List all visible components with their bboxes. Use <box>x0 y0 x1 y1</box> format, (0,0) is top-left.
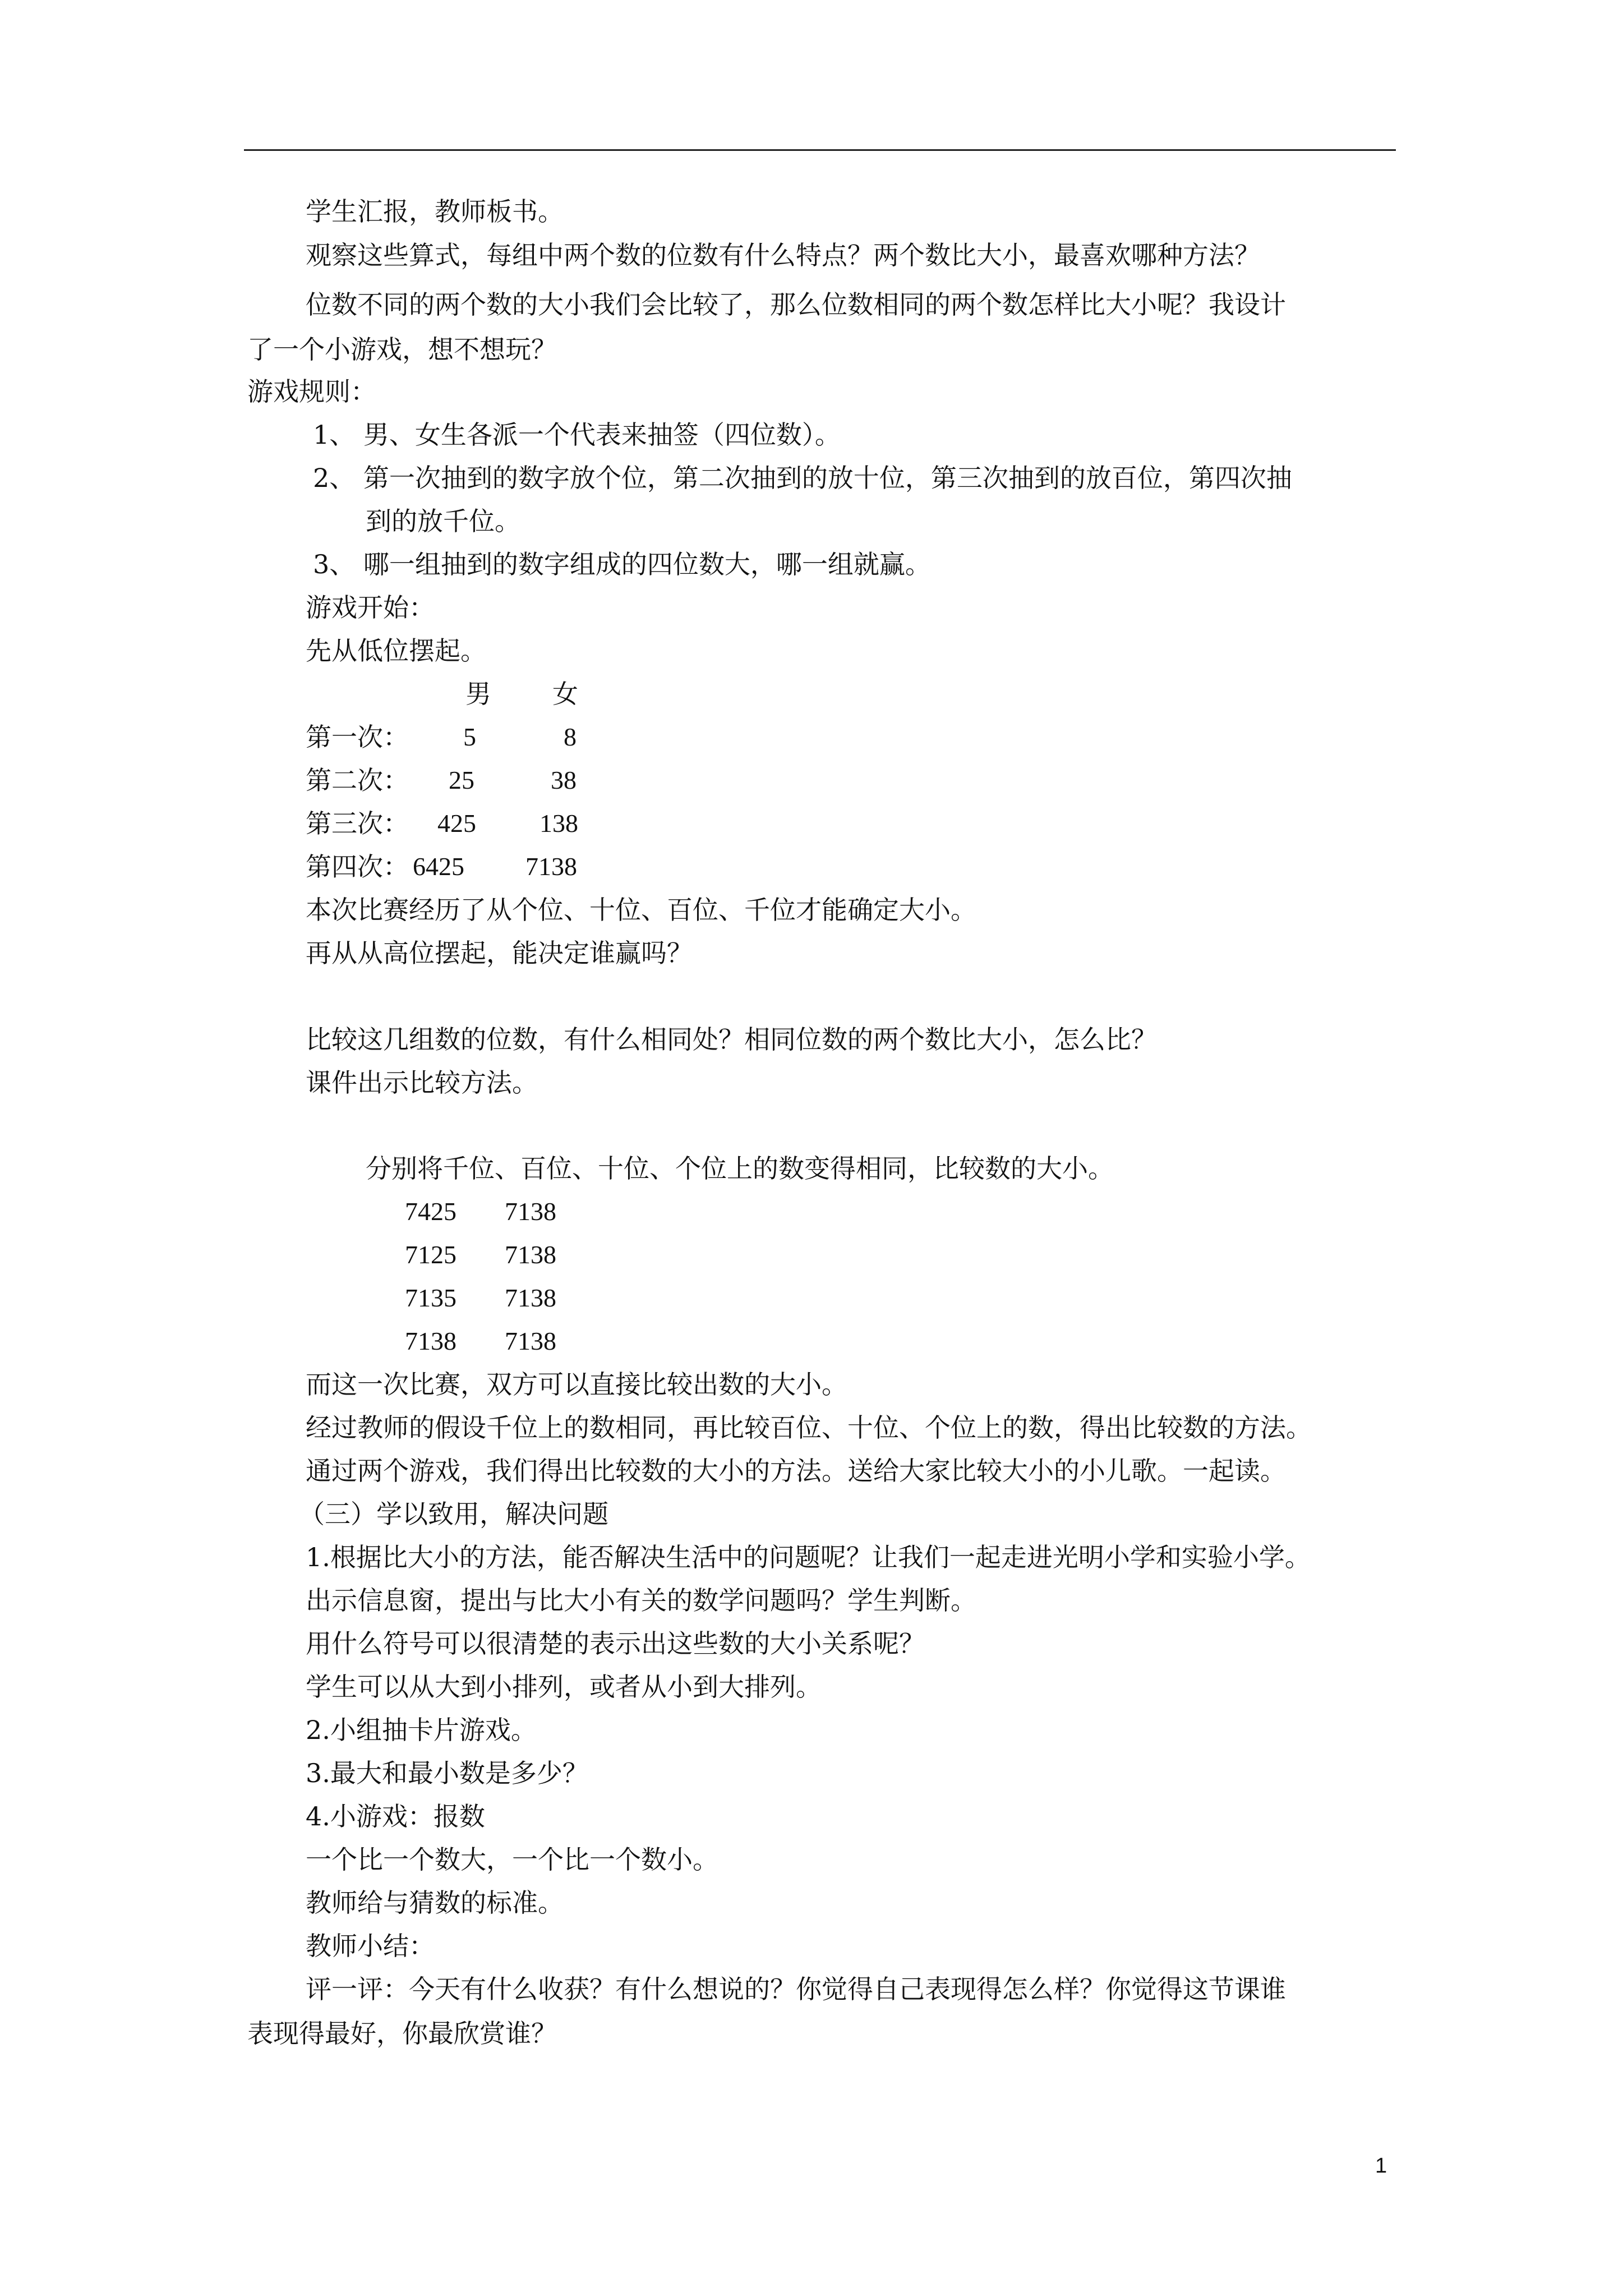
table-header-boy: 男 <box>465 679 491 709</box>
compare-value-b: 7138 <box>505 1327 556 1355</box>
text-line: 而这一次比赛，双方可以直接比较出数的大小。 <box>306 1369 847 1400</box>
compare-value-a: 7138 <box>405 1327 457 1355</box>
text-line: 表现得最好，你最欣赏谁？ <box>247 2018 557 2049</box>
compare-value-a: 7135 <box>405 1283 457 1312</box>
text-line: 教师小结： <box>306 1931 435 1961</box>
text-line: 了一个小游戏，想不想玩？ <box>247 334 557 365</box>
text-line: 教师给与猜数的标准。 <box>306 1888 564 1918</box>
compare-value-b: 7138 <box>505 1283 556 1312</box>
text-line: 先从低位摆起。 <box>306 636 486 666</box>
text-line: 再从从高位摆起，能决定谁赢吗？ <box>306 938 693 968</box>
table-header-girl: 女 <box>552 679 578 709</box>
boy-value: 6425 <box>413 852 464 881</box>
text-line: 通过两个游戏，我们得出比较数的大小的方法。送给大家比较大小的小儿歌。一起读。 <box>306 1456 1286 1486</box>
round-label: 第四次： <box>306 852 409 882</box>
text-line: 学生汇报，教师板书。 <box>306 196 564 227</box>
girl-value: 7138 <box>525 852 577 881</box>
boy-value: 5 <box>463 723 476 751</box>
section-heading: （三）学以致用，解决问题 <box>299 1499 608 1529</box>
rule-item: 3、 哪一组抽到的数字组成的四位数大，哪一组就赢。 <box>313 549 931 579</box>
page-number: 1 <box>1375 2154 1387 2178</box>
text-line: 出示信息窗，提出与比大小有关的数学问题吗？学生判断。 <box>306 1585 976 1616</box>
header-rule <box>244 149 1396 151</box>
section-heading: 游戏规则： <box>247 376 376 407</box>
text-line: 本次比赛经历了从个位、十位、百位、千位才能确定大小。 <box>306 895 976 925</box>
girl-value: 8 <box>564 723 577 751</box>
text-line: 用什么符号可以很清楚的表示出这些数的大小关系呢？ <box>306 1628 925 1659</box>
compare-value-b: 7138 <box>505 1240 556 1269</box>
text-line: 4.小游戏：报数 <box>306 1801 485 1832</box>
boy-value: 425 <box>437 809 476 838</box>
round-label: 第一次： <box>306 722 409 752</box>
girl-value: 138 <box>540 809 578 838</box>
text-line: 评一评：今天有什么收获？有什么想说的？你觉得自己表现得怎么样？你觉得这节课谁 <box>306 1974 1286 2004</box>
text-line: 课件出示比较方法。 <box>306 1068 538 1098</box>
rule-item-continued: 到的放千位。 <box>366 506 520 536</box>
rule-item: 2、 第一次抽到的数字放个位，第二次抽到的放十位，第三次抽到的放百位，第四次抽 <box>313 463 1292 493</box>
boy-value: 25 <box>449 766 474 794</box>
text-line: 2.小组抽卡片游戏。 <box>306 1715 537 1745</box>
text-line: 一个比一个数大，一个比一个数小。 <box>306 1844 718 1875</box>
compare-value-a: 7125 <box>405 1240 457 1269</box>
text-line: 游戏开始： <box>306 592 435 623</box>
rule-item: 1、 男、女生各派一个代表来抽签（四位数）。 <box>313 420 841 450</box>
round-label: 第三次： <box>306 808 409 839</box>
round-label: 第二次： <box>306 765 409 795</box>
text-line: 位数不同的两个数的大小我们会比较了，那么位数相同的两个数怎样比大小呢？我设计 <box>306 289 1286 320</box>
text-line: 经过教师的假设千位上的数相同，再比较百位、十位、个位上的数，得出比较数的方法。 <box>306 1412 1312 1443</box>
girl-value: 38 <box>551 766 577 794</box>
text-line: 分别将千位、百位、十位、个位上的数变得相同，比较数的大小。 <box>366 1153 1114 1184</box>
text-line: 观察这些算式，每组中两个数的位数有什么特点？两个数比大小，最喜欢哪种方法？ <box>306 240 1260 270</box>
text-line: 学生可以从大到小排列，或者从小到大排列。 <box>306 1672 822 1702</box>
text-line: 比较这几组数的位数，有什么相同处？相同位数的两个数比大小，怎么比？ <box>306 1024 1157 1055</box>
compare-value-a: 7425 <box>405 1197 457 1226</box>
compare-value-b: 7138 <box>505 1197 556 1226</box>
text-line: 3.最大和最小数是多少？ <box>306 1758 588 1788</box>
text-line: 1.根据比大小的方法，能否解决生活中的问题呢？让我们一起走进光明小学和实验小学。 <box>306 1542 1311 1572</box>
